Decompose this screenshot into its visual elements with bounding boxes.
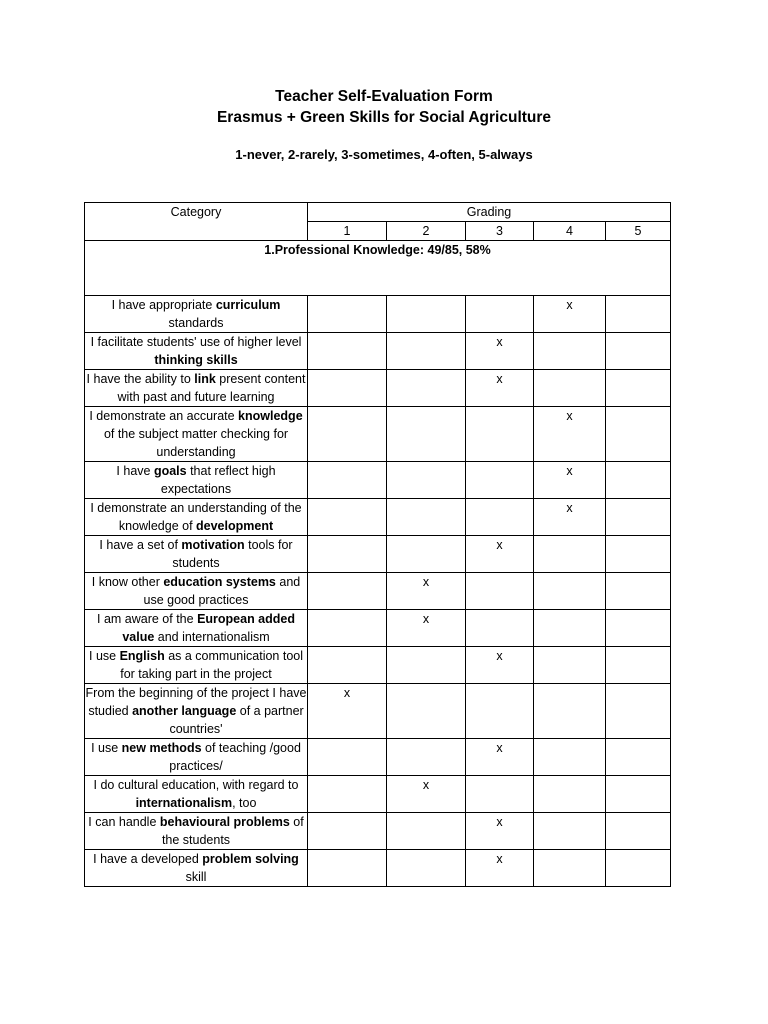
grade-2-cell bbox=[387, 370, 466, 407]
grade-3-cell bbox=[466, 647, 534, 684]
statement-keyword: knowledge bbox=[238, 409, 303, 423]
statement-text: I have the ability to bbox=[86, 372, 195, 386]
grade-mark: x bbox=[422, 575, 430, 589]
grade-4-cell bbox=[534, 462, 606, 499]
statement-keyword: behavioural problems bbox=[159, 815, 290, 829]
grade-5-cell bbox=[606, 499, 671, 536]
statement-text: I am aware of the bbox=[97, 612, 198, 626]
grade-1-cell bbox=[308, 333, 387, 370]
grade-mark: x bbox=[496, 649, 503, 663]
grade-4-cell bbox=[534, 850, 606, 887]
statement-text: I have appropriate bbox=[111, 298, 216, 312]
statement-text: I have a set of bbox=[99, 538, 182, 552]
grade-2-cell bbox=[387, 462, 466, 499]
statement-text: as a communication tool for taking part in the project bbox=[120, 649, 303, 681]
statement-text: and internationalism bbox=[154, 630, 270, 644]
table-row bbox=[85, 462, 671, 499]
table-row bbox=[85, 536, 671, 573]
grade-4-header: 4 bbox=[534, 222, 606, 241]
statement-keyword: another language bbox=[132, 704, 237, 718]
grade-3-cell bbox=[466, 739, 534, 776]
table-row bbox=[85, 370, 671, 407]
statement-cell bbox=[85, 536, 308, 573]
statement-text: of the subject matter checking for understanding bbox=[103, 427, 289, 459]
grade-2-cell bbox=[387, 296, 466, 333]
statement-cell bbox=[85, 333, 308, 370]
grade-1-cell bbox=[308, 739, 387, 776]
statement-text: From the beginning of the project I have studied bbox=[85, 686, 307, 718]
grade-4-cell bbox=[534, 499, 606, 536]
grade-4-cell bbox=[534, 536, 606, 573]
category-header: Category bbox=[85, 203, 308, 241]
grade-mark: x bbox=[566, 501, 573, 515]
grade-1-cell bbox=[308, 850, 387, 887]
table-row bbox=[85, 776, 671, 813]
statement-cell bbox=[85, 370, 308, 407]
statement-text: of teaching /good practices/ bbox=[169, 741, 301, 773]
statement-cell bbox=[85, 407, 308, 462]
statement-keyword: English bbox=[119, 649, 165, 663]
grading-scale-legend: 1-never, 2-rarely, 3-sometimes, 4-often, 5-always bbox=[235, 147, 533, 162]
table-row bbox=[85, 684, 671, 739]
grade-mark: x bbox=[343, 686, 351, 700]
statement-keyword: motivation bbox=[181, 538, 245, 552]
grade-1-cell bbox=[308, 776, 387, 813]
grade-4-cell bbox=[534, 370, 606, 407]
grade-4-cell bbox=[534, 296, 606, 333]
statement-keyword: thinking skills bbox=[154, 353, 238, 367]
statement-cell bbox=[85, 610, 308, 647]
statement-keyword: problem solving bbox=[202, 852, 299, 866]
grade-3-cell bbox=[466, 462, 534, 499]
grade-mark: x bbox=[496, 335, 503, 349]
grade-1-cell bbox=[308, 536, 387, 573]
grade-4-cell bbox=[534, 813, 606, 850]
statement-cell bbox=[85, 499, 308, 536]
grade-mark: x bbox=[566, 409, 573, 423]
grade-5-cell bbox=[606, 850, 671, 887]
statement-text: I have bbox=[116, 464, 154, 478]
statement-text: I use bbox=[89, 649, 120, 663]
grade-mark: x bbox=[566, 298, 573, 312]
grade-5-cell bbox=[606, 407, 671, 462]
section-row bbox=[85, 241, 671, 296]
grade-4-cell bbox=[534, 739, 606, 776]
grade-4-cell bbox=[534, 407, 606, 462]
statement-text: present content with past and future learning bbox=[117, 372, 306, 404]
statement-text: I know other bbox=[91, 575, 164, 589]
grade-3-header: 3 bbox=[466, 222, 534, 241]
grade-1-cell bbox=[308, 370, 387, 407]
grade-3-cell bbox=[466, 573, 534, 610]
statement-keyword: internationalism bbox=[135, 796, 233, 810]
statement-cell bbox=[85, 776, 308, 813]
grade-2-cell bbox=[387, 739, 466, 776]
statement-cell bbox=[85, 684, 308, 739]
statement-text: that reflect high expectations bbox=[160, 464, 276, 496]
statement-cell bbox=[85, 850, 308, 887]
grade-3-cell bbox=[466, 850, 534, 887]
grade-mark: x bbox=[496, 815, 503, 829]
table-row bbox=[85, 573, 671, 610]
evaluation-table bbox=[84, 202, 671, 887]
statement-text: , too bbox=[232, 796, 257, 810]
grade-3-cell bbox=[466, 370, 534, 407]
form-header bbox=[0, 86, 768, 164]
grade-3-cell bbox=[466, 684, 534, 739]
grade-1-cell bbox=[308, 813, 387, 850]
table-row bbox=[85, 333, 671, 370]
statement-text: I have a developed bbox=[93, 852, 203, 866]
grade-3-cell bbox=[466, 296, 534, 333]
grade-1-cell bbox=[308, 407, 387, 462]
grade-2-cell bbox=[387, 407, 466, 462]
grade-5-cell bbox=[606, 813, 671, 850]
statement-text: I can handle bbox=[88, 815, 160, 829]
grade-3-cell bbox=[466, 499, 534, 536]
statement-text: skill bbox=[185, 870, 207, 884]
statement-text: I use bbox=[91, 741, 122, 755]
statement-keyword: development bbox=[196, 519, 274, 533]
statement-keyword: goals bbox=[153, 464, 187, 478]
grade-mark: x bbox=[496, 372, 503, 386]
grade-5-cell bbox=[606, 739, 671, 776]
grade-3-cell bbox=[466, 407, 534, 462]
grade-5-cell bbox=[606, 647, 671, 684]
grade-5-cell bbox=[606, 370, 671, 407]
grade-2-cell bbox=[387, 813, 466, 850]
grading-header: Grading bbox=[308, 203, 671, 222]
grade-1-cell bbox=[308, 647, 387, 684]
grade-4-cell bbox=[534, 647, 606, 684]
grade-2-cell bbox=[387, 573, 466, 610]
statement-cell bbox=[85, 647, 308, 684]
statement-text: I do cultural education, with regard to bbox=[93, 778, 299, 792]
table-row bbox=[85, 407, 671, 462]
grade-3-cell bbox=[466, 813, 534, 850]
grade-5-cell bbox=[606, 536, 671, 573]
statement-text: I facilitate students' use of higher level bbox=[90, 335, 302, 349]
statement-cell bbox=[85, 462, 308, 499]
grade-3-cell bbox=[466, 610, 534, 647]
grade-mark: x bbox=[422, 778, 430, 792]
table-header-row bbox=[85, 203, 671, 222]
table-row bbox=[85, 850, 671, 887]
statement-keyword: European added value bbox=[122, 612, 295, 644]
grade-4-cell bbox=[534, 684, 606, 739]
statement-text: I demonstrate an understanding of the knowledge of bbox=[90, 501, 302, 533]
grade-3-cell bbox=[466, 333, 534, 370]
grade-4-cell bbox=[534, 573, 606, 610]
grade-2-cell bbox=[387, 499, 466, 536]
statement-keyword: link bbox=[194, 372, 216, 386]
table-row bbox=[85, 813, 671, 850]
grade-5-cell bbox=[606, 296, 671, 333]
grade-2-cell bbox=[387, 647, 466, 684]
grade-5-cell bbox=[606, 776, 671, 813]
grade-1-cell bbox=[308, 296, 387, 333]
grade-mark: x bbox=[566, 464, 573, 478]
grade-2-header: 2 bbox=[387, 222, 466, 241]
statement-cell bbox=[85, 739, 308, 776]
statement-text: and use good practices bbox=[143, 575, 301, 607]
grade-1-cell bbox=[308, 573, 387, 610]
grade-5-cell bbox=[606, 684, 671, 739]
grade-2-cell bbox=[387, 610, 466, 647]
form-title: Teacher Self-Evaluation Form bbox=[275, 88, 493, 105]
table-row bbox=[85, 739, 671, 776]
grade-2-cell bbox=[387, 776, 466, 813]
grade-2-cell bbox=[387, 333, 466, 370]
statement-keyword: curriculum bbox=[215, 298, 281, 312]
grade-2-cell bbox=[387, 536, 466, 573]
table-row bbox=[85, 647, 671, 684]
form-subtitle: Erasmus + Green Skills for Social Agriculture bbox=[216, 109, 552, 126]
grade-5-cell bbox=[606, 573, 671, 610]
grade-5-cell bbox=[606, 610, 671, 647]
grade-4-cell bbox=[534, 610, 606, 647]
statement-keyword: new methods bbox=[121, 741, 202, 755]
statement-text: tools for students bbox=[172, 538, 293, 570]
grade-3-cell bbox=[466, 536, 534, 573]
grade-1-cell bbox=[308, 462, 387, 499]
statement-keyword: education systems bbox=[163, 575, 276, 589]
grade-4-cell bbox=[534, 776, 606, 813]
statement-cell bbox=[85, 813, 308, 850]
statement-text: standards bbox=[168, 316, 224, 330]
grade-2-cell bbox=[387, 850, 466, 887]
grade-1-cell bbox=[308, 684, 387, 739]
section-title: 1.Professional Knowledge: 49/85, 58% bbox=[85, 241, 671, 296]
grade-1-cell bbox=[308, 499, 387, 536]
statement-text: I demonstrate an accurate bbox=[89, 409, 239, 423]
grade-mark: x bbox=[496, 852, 503, 866]
statement-text: of the students bbox=[161, 815, 304, 847]
grade-mark: x bbox=[496, 741, 503, 755]
grade-5-header: 5 bbox=[606, 222, 671, 241]
statement-text: of a partner countries' bbox=[169, 704, 304, 736]
grade-4-cell bbox=[534, 333, 606, 370]
table-row bbox=[85, 610, 671, 647]
statement-cell bbox=[85, 296, 308, 333]
grade-mark: x bbox=[496, 538, 503, 552]
table-row bbox=[85, 499, 671, 536]
statement-cell bbox=[85, 573, 308, 610]
grade-5-cell bbox=[606, 462, 671, 499]
grade-3-cell bbox=[466, 776, 534, 813]
grade-mark: x bbox=[422, 612, 430, 626]
table-row bbox=[85, 296, 671, 333]
grade-2-cell bbox=[387, 684, 466, 739]
grade-1-header: 1 bbox=[308, 222, 387, 241]
grade-5-cell bbox=[606, 333, 671, 370]
grade-1-cell bbox=[308, 610, 387, 647]
